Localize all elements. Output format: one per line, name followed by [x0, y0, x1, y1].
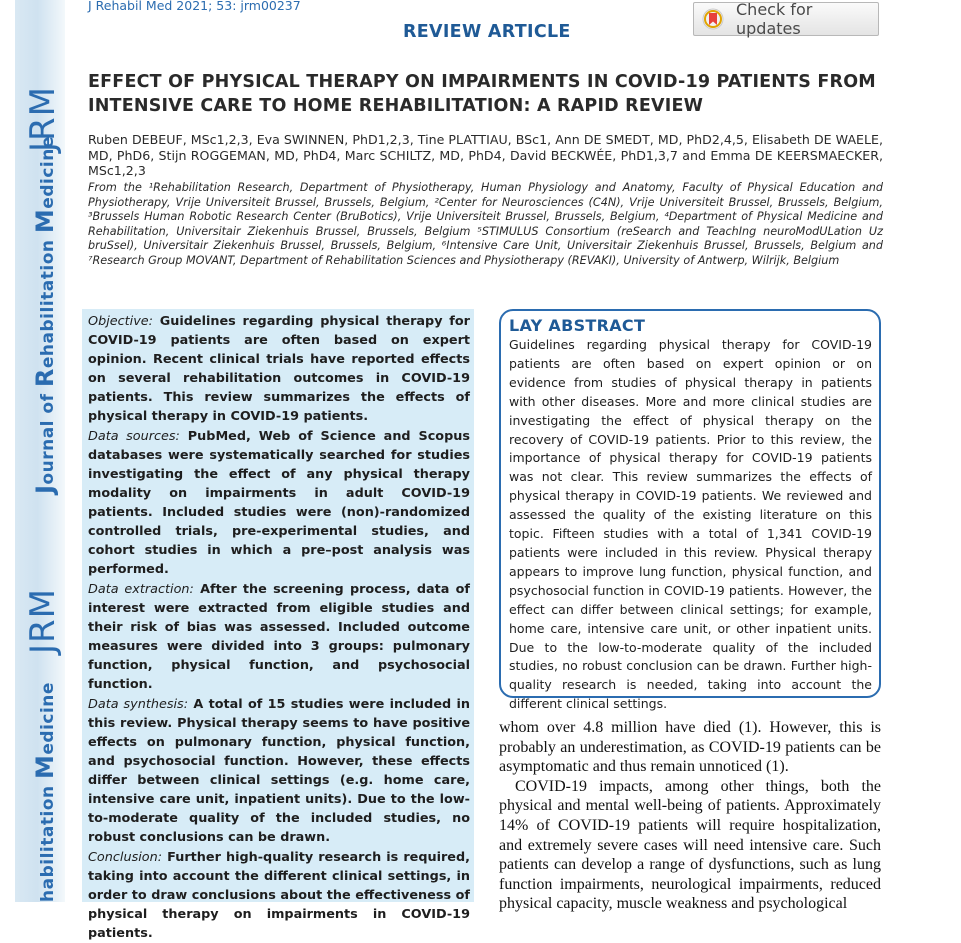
lay-abstract-box — [499, 309, 881, 712]
lay-abstract-heading: LAY ABSTRACT — [509, 316, 646, 335]
abstract-data-sources: Data sources: PubMed, Web of Science and Scopus databases were systematically searched for studies investigating the effect of any physical therapy modality on impairments in adult COVID-19 patients. Included studies were (non)-randomized controlled trials, pre-experimental studies, and cohort studies in which a pre–post analysis was performed. — [88, 429, 470, 577]
bookmark-icon — [702, 8, 724, 30]
journal-name-bottom: habilitation Medicine — [31, 682, 59, 902]
jrm-logo-top: JRM — [23, 86, 63, 152]
abstract-conclusion: Conclusion: Further high-quality research is required, taking into account the different clinical settings, in order to draw conclusions about the effectiveness of physical therapy on impairments in COVID-19 patients. — [88, 850, 470, 941]
body-paragraph: whom over 4.8 million have died (1). However, this is probably an underestimation, as COVID-19 patients can be asymptomatic and thus remain unnoticed (1). — [499, 719, 881, 776]
body-text — [499, 718, 881, 914]
check-for-updates-label: Check for updates — [736, 0, 813, 38]
journal-sidebar — [15, 0, 65, 902]
lay-abstract-text: Guidelines regarding physical therapy for COVID-19 patients are often based on expert opinion or on evidence from studies of physical therapy in patients with other diseases. More and more clinical studies are investigating the effect of physical therapy on the recovery of COVID-19 patients. Prior to this review, the importance of physical therapy for COVID-19 patients was not clear. This review summarizes the effects of physical therapy in COVID-19 patients. We reviewed and assessed the quality of the existing literature on this topic. Fifteen studies with a total of 1,341 COVID-19 patients were included in this review. Physical therapy appears to improve lung function, physical function, and psychosocial function in COVID-19 patients. However, the effect can differ between clinical settings; for example, home care, intensive care unit, or other inpatient units. Due to the low-to-moderate quality of the included studies, no robust conclusion can be drawn. Further high-quality research is needed, taking into account the different clinical settings. — [509, 337, 872, 712]
journal-citation: J Rehabil Med 2021; 53: jrm00237 — [88, 0, 301, 13]
article-type: REVIEW ARTICLE — [403, 22, 571, 42]
article-title: EFFECT OF PHYSICAL THERAPY ON IMPAIRMENTS IN COVID-19 PATIENTS FROM INTENSIVE CARE TO HOME REHABILITATION: A RAPID REVIEW — [88, 72, 876, 116]
affiliations: From the ¹Rehabilitation Research, Department of Physiotherapy, Human Physiology and Anatomy, Faculty of Physical Education and Physiotherapy, Vrije Universiteit Brussel, Brussels, Belgium, ²Center for Neurosciences (C4N), Vrije Universiteit Brussel, Brussels, Belgium, ³Brussels Human Robotic Research Center (BruBotics), Vrije Universiteit Brussel, Brussels, Belgium, ⁴Department of Physical Medicine and Rehabilitation, Universitair Ziekenhuis Brussel, Brussels, Belgium ⁵STIMULUS Consortium (reSearch and TeachIng neuroModULation Uz bruSsel), Universitair Ziekenhuis Brussel, Brussels, Belgium, ⁶Intensive Care Unit, Universitair Ziekenhuis Brussel, Brussels, Belgium and ⁷Research Group MOVANT, Department of Rehabilitation Sciences and Physiotherapy (REVAKI), University of Antwerp, Wilrijk, Belgium — [88, 181, 883, 267]
body-paragraph: COVID-19 impacts, among other things, both the physical and mental well-being of patients. Approximately 14% of COVID-19 patients will require hospitalization, and extremely severe cases will need intensive care. Such patients can develop a range of dysfunctions, such as lung function impairments, neurological impairments, reduced physical capacity, muscle weakness and psychological — [499, 777, 881, 913]
abstract-objective: Objective: Guidelines regarding physical therapy for COVID-19 patients are often based on expert opinion. Recent clinical trials have reported effects on several rehabilitation outcomes in COVID-19 patients. This review summarizes the effects of physical therapy in COVID-19 patients. — [88, 314, 470, 424]
abstract-data-extraction: Data extraction: After the screening process, data of interest were extracted from eligible studies and their risk of bias was assessed. Included outcome measures were divided into 3 groups: pulmonary function, physical function, and psychosocial function. — [88, 582, 470, 692]
journal-name-top: Journal of Rehabilitation Medicine — [31, 136, 59, 494]
author-list: Ruben DEBEUF, MSc1,2,3, Eva SWINNEN, PhD1,2,3, Tine PLATTIAU, BSc1, Ann DE SMEDT, MD, PhD2,4,5, Elisabeth DE WAELE, MD, PhD6, Stijn ROGGEMAN, MD, PhD4, Marc SCHILTZ, MD, PhD4, David BECKWÉE, PhD1,3,7 and Emma DE KEERSMAECKER, MSc1,2,3 — [88, 132, 883, 178]
check-for-updates-button[interactable] — [693, 2, 879, 36]
abstract-data-synthesis: Data synthesis: A total of 15 studies were included in this review. Physical therapy seems to have positive effects on pulmonary function, physical function, and psychosocial function. However, these effects differ between clinical settings (e.g. home care, intensive care unit, inpatient units). Due to the low-to-moderate quality of the included studies, no robust conclusions can be drawn. — [88, 697, 470, 845]
structured-abstract — [82, 309, 474, 941]
jrm-logo-bottom: JRM — [23, 588, 63, 654]
